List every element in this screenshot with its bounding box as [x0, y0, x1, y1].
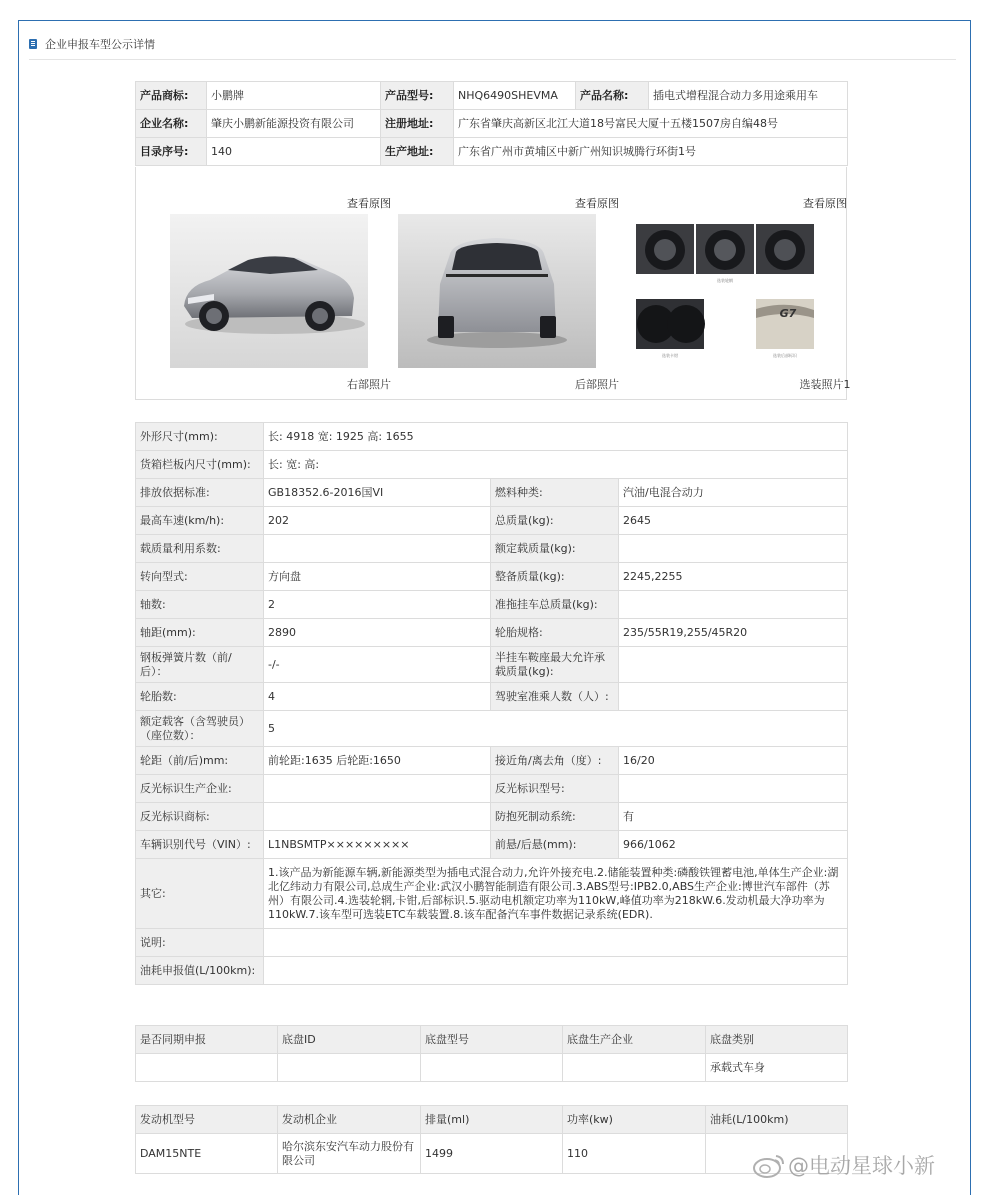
- spec-label: 接近角/离去角（度）:: [491, 747, 619, 775]
- photo-caption: 右部照片: [347, 378, 391, 391]
- company-label: 企业名称:: [136, 110, 207, 138]
- spec-label: 轮距（前/后)mm:: [136, 747, 264, 775]
- spec-label: 排放依据标准:: [136, 479, 264, 507]
- spec-label: 准拖挂车总质量(kg):: [491, 591, 619, 619]
- chassis-cell: [136, 1054, 278, 1082]
- basic-row-company: [136, 110, 848, 138]
- spec-label: 燃料种类:: [491, 479, 619, 507]
- spec-label: 额定载客（含驾驶员）（座位数）：: [136, 711, 264, 747]
- spec-value: [264, 957, 848, 985]
- spec-label: 轴数:: [136, 591, 264, 619]
- spec-row: [136, 451, 848, 479]
- model-label: 产品型号:: [381, 82, 454, 110]
- specs-table: [135, 422, 848, 985]
- reg-address-label: 注册地址:: [381, 110, 454, 138]
- spec-value: [619, 535, 848, 563]
- spec-label: 额定载质量(kg):: [491, 535, 619, 563]
- photo-panel: [135, 167, 851, 400]
- spec-label: 半挂车鞍座最大允许承载质量(kg):: [491, 647, 619, 683]
- spec-label: 反光标识商标:: [136, 803, 264, 831]
- spec-value: 2245,2255: [619, 563, 848, 591]
- engine-column-header: 油耗(L/100km): [706, 1106, 848, 1134]
- optional-rim-label: 选装轮辋: [717, 278, 733, 283]
- spec-label: 前悬/后悬(mm):: [491, 831, 619, 859]
- spec-value: 1.该产品为新能源车辆,新能源类型为插电式混合动力,允许外接充电.2.储能装置种类:磷酸铁锂蓄电池,单体生产企业:湖北亿纬动力有限公司,总成生产企业:武汉小鹏智能制造有限公司.3.ABS型号:IPB2.0,ABS生产企业:博世汽车部件（苏州）有限公司.4.选装轮辋,卡钳,后部标识.5.驱动电机额定功率为110kW,峰值功率为218kW.6.发动机最大净功率为110kW.7.该车型可选装ETC车载装置.8.该车配备汽车事件数据记录系统(EDR).: [264, 859, 848, 929]
- spec-value: 长: 4918 宽: 1925 高: 1655: [264, 423, 848, 451]
- spec-row: [136, 803, 848, 831]
- spec-label: 总质量(kg):: [491, 507, 619, 535]
- spec-row: [136, 957, 848, 985]
- spec-label: 外形尺寸(mm):: [136, 423, 264, 451]
- spec-label: 钢板弹簧片数（前/后）：: [136, 647, 264, 683]
- spec-value: 有: [619, 803, 848, 831]
- spec-value: 方向盘: [264, 563, 491, 591]
- view-original-link[interactable]: 查看原图: [347, 197, 391, 210]
- spec-row: [136, 535, 848, 563]
- rear-photo[interactable]: [398, 214, 596, 368]
- basic-row-brand: [136, 82, 848, 110]
- spec-label: 轮胎数:: [136, 683, 264, 711]
- spec-value: 966/1062: [619, 831, 848, 859]
- spec-value: -/-: [264, 647, 491, 683]
- spec-value: 长: 宽: 高:: [264, 451, 848, 479]
- chassis-column-header: 底盘类别: [706, 1026, 848, 1054]
- spec-label: 防抱死制动系统:: [491, 803, 619, 831]
- spec-row: [136, 563, 848, 591]
- spec-row: [136, 619, 848, 647]
- engine-cell: 110: [563, 1134, 706, 1174]
- product-name-value: 插电式增程混合动力多用途乘用车: [649, 82, 848, 110]
- chassis-cell: 承载式车身: [706, 1054, 848, 1082]
- spec-value: 2890: [264, 619, 491, 647]
- spec-value: [619, 775, 848, 803]
- optional-rear-badge-label: 选装后部标识: [773, 353, 797, 358]
- spec-label: 转向型式:: [136, 563, 264, 591]
- header-divider: [29, 59, 956, 60]
- engine-cell: DAM15NTE: [136, 1134, 278, 1174]
- optional-badge-text: G7: [779, 307, 797, 320]
- spec-label: 说明:: [136, 929, 264, 957]
- view-original-link[interactable]: 查看原图: [575, 197, 619, 210]
- spec-label: 轮胎规格:: [491, 619, 619, 647]
- engine-cell: 1499: [421, 1134, 563, 1174]
- spec-value: L1NBSMTP×××××××××: [264, 831, 491, 859]
- prod-address-label: 生产地址:: [381, 138, 454, 166]
- catalog-no-value: 140: [207, 138, 381, 166]
- spec-value: 汽油/电混合动力: [619, 479, 848, 507]
- spec-value: 5: [264, 711, 848, 747]
- chassis-column-header: 底盘ID: [278, 1026, 421, 1054]
- spec-row: [136, 507, 848, 535]
- spec-value: 16/20: [619, 747, 848, 775]
- spec-value: GB18352.6-2016国VI: [264, 479, 491, 507]
- engine-header-row: [136, 1106, 848, 1134]
- engine-table: [135, 1105, 848, 1174]
- spec-label: 货箱栏板内尺寸(mm):: [136, 451, 264, 479]
- reg-address-value: 广东省肇庆高新区北江大道18号富民大厦十五楼1507房自编48号: [454, 110, 848, 138]
- product-name-label: 产品名称:: [576, 82, 649, 110]
- spec-value: 235/55R19,255/45R20: [619, 619, 848, 647]
- spec-value: 2645: [619, 507, 848, 535]
- model-value: NHQ6490SHEVMA: [454, 82, 576, 110]
- spec-value: [619, 683, 848, 711]
- spec-value: [619, 647, 848, 683]
- photo-item-optional: [625, 167, 851, 400]
- photo-caption: 后部照片: [575, 378, 619, 391]
- chassis-cell: [421, 1054, 563, 1082]
- prod-address-value: 广东省广州市黄埔区中新广州知识城腾行环街1号: [454, 138, 848, 166]
- spec-label: 车辆识别代号（VIN）:: [136, 831, 264, 859]
- engine-column-header: 发动机型号: [136, 1106, 278, 1134]
- spec-value: [264, 535, 491, 563]
- chassis-column-header: 底盘型号: [421, 1026, 563, 1054]
- spec-label: 轴距(mm):: [136, 619, 264, 647]
- chassis-table: [135, 1025, 848, 1082]
- spec-label: 反光标识型号:: [491, 775, 619, 803]
- photo-item-right: [169, 167, 391, 400]
- engine-column-header: 排量(ml): [421, 1106, 563, 1134]
- spec-value: [264, 775, 491, 803]
- spec-row: [136, 831, 848, 859]
- chassis-column-header: 是否同期申报: [136, 1026, 278, 1054]
- brand-value: 小鹏牌: [207, 82, 381, 110]
- detail-panel: [18, 20, 971, 1195]
- spec-label: 反光标识生产企业:: [136, 775, 264, 803]
- optional-caliper-label: 选装卡钳: [662, 353, 678, 358]
- engine-column-header: 发动机企业: [278, 1106, 421, 1134]
- spec-row: [136, 929, 848, 957]
- weibo-logo-icon: [752, 1151, 786, 1179]
- spec-value: [619, 591, 848, 619]
- spec-value: [264, 803, 491, 831]
- page-title: 企业申报车型公示详情: [45, 38, 155, 51]
- spec-row: [136, 711, 848, 747]
- chassis-cell: [563, 1054, 706, 1082]
- right-side-photo[interactable]: [170, 214, 368, 368]
- chassis-row: [136, 1054, 848, 1082]
- watermark-text: @电动星球小新: [788, 1154, 935, 1178]
- spec-label: 其它:: [136, 859, 264, 929]
- spec-label: 整备质量(kg):: [491, 563, 619, 591]
- photo-caption: 选装照片1: [799, 378, 851, 391]
- spec-value: 前轮距:1635 后轮距:1650: [264, 747, 491, 775]
- spec-value: 4: [264, 683, 491, 711]
- engine-column-header: 功率(kw): [563, 1106, 706, 1134]
- engine-row: [136, 1134, 848, 1174]
- spec-row: [136, 591, 848, 619]
- chassis-header-row: [136, 1026, 848, 1054]
- catalog-no-label: 目录序号:: [136, 138, 207, 166]
- company-value: 肇庆小鹏新能源投资有限公司: [207, 110, 381, 138]
- basic-row-catalog: [136, 138, 848, 166]
- engine-cell: 哈尔滨东安汽车动力股份有限公司: [278, 1134, 421, 1174]
- page-header: [29, 35, 155, 53]
- basic-info-table: [135, 81, 848, 166]
- spec-row: [136, 479, 848, 507]
- view-original-link[interactable]: 查看原图: [803, 197, 847, 210]
- spec-value: 2: [264, 591, 491, 619]
- spec-row: [136, 747, 848, 775]
- weibo-watermark: [752, 1150, 935, 1180]
- photo-item-rear: [397, 167, 619, 400]
- spec-value: [264, 929, 848, 957]
- optional-photo[interactable]: [626, 214, 824, 368]
- spec-row: [136, 683, 848, 711]
- spec-label: 驾驶室准乘人数（人）:: [491, 683, 619, 711]
- chassis-cell: [278, 1054, 421, 1082]
- spec-value: 202: [264, 507, 491, 535]
- spec-row: [136, 647, 848, 683]
- spec-row: [136, 423, 848, 451]
- spec-label: 最高车速(km/h):: [136, 507, 264, 535]
- spec-row: [136, 859, 848, 929]
- list-icon: [29, 39, 37, 49]
- brand-label: 产品商标:: [136, 82, 207, 110]
- spec-label: 载质量利用系数:: [136, 535, 264, 563]
- spec-row: [136, 775, 848, 803]
- spec-label: 油耗申报值(L/100km):: [136, 957, 264, 985]
- chassis-column-header: 底盘生产企业: [563, 1026, 706, 1054]
